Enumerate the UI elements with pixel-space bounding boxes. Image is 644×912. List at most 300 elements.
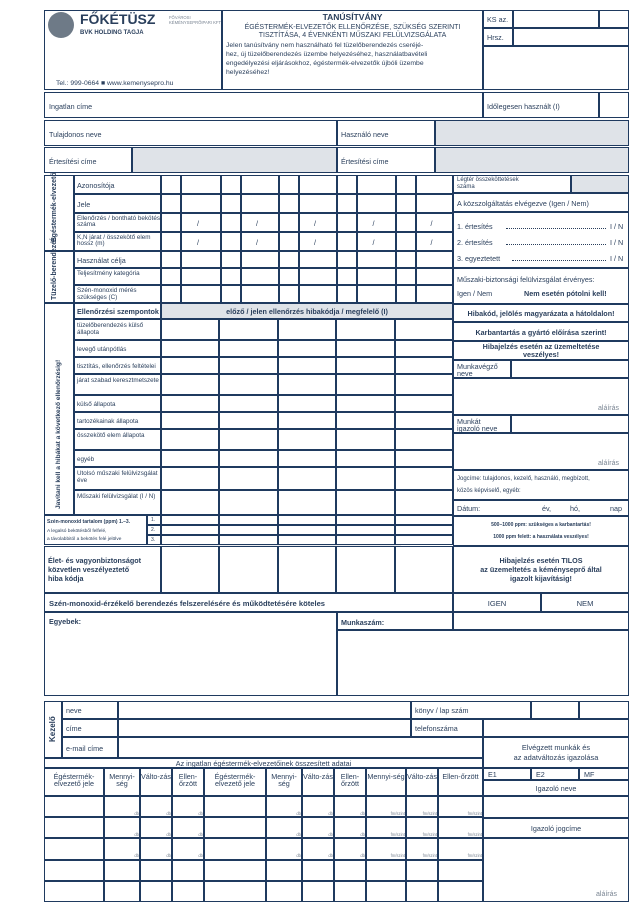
approver-field[interactable]	[511, 415, 629, 433]
co-value-cell[interactable]	[219, 515, 277, 525]
chimney-value-cell[interactable]	[279, 213, 299, 232]
check-value-cell[interactable]	[219, 429, 277, 450]
email-field[interactable]	[118, 737, 483, 758]
property-address-row[interactable]	[44, 92, 483, 118]
heater-value-cell[interactable]	[357, 285, 396, 303]
summary-data-cell[interactable]	[104, 796, 140, 817]
check-value-cell[interactable]	[336, 467, 394, 490]
heater-value-cell[interactable]	[299, 251, 337, 268]
check-value-cell[interactable]	[161, 319, 219, 340]
summary-data-cell[interactable]	[172, 796, 204, 817]
danger-value-cell[interactable]	[395, 546, 453, 593]
agreed-line[interactable]	[512, 260, 606, 261]
co-value-cell[interactable]	[219, 535, 277, 545]
co-value-cell[interactable]	[161, 535, 219, 545]
chimney-value-cell[interactable]	[181, 175, 221, 194]
chimney-value-cell[interactable]	[396, 175, 416, 194]
e2-cell[interactable]	[531, 768, 579, 780]
summary-data-cell[interactable]	[44, 817, 104, 838]
heater-value-cell[interactable]	[299, 285, 337, 303]
chimney-value-cell[interactable]	[181, 232, 221, 251]
temp-use-field[interactable]	[599, 92, 629, 118]
summary-data-cell[interactable]	[366, 796, 406, 817]
chimney-value-cell[interactable]	[396, 213, 416, 232]
notify-label-2: Értesítési címe	[341, 157, 389, 166]
summary-data-cell[interactable]	[302, 838, 334, 859]
chimney-value-cell[interactable]	[337, 213, 357, 232]
summary-data-cell[interactable]	[302, 860, 334, 881]
check-value-cell[interactable]	[219, 412, 277, 429]
check-value-cell[interactable]	[395, 467, 453, 490]
heater-value-cell[interactable]	[279, 285, 299, 303]
check-value-cell[interactable]	[219, 395, 277, 412]
check-value-cell[interactable]	[336, 357, 394, 374]
danger-note-2: veszélyes!	[523, 350, 559, 359]
chimney-value-cell[interactable]	[337, 194, 357, 213]
notify-field-1[interactable]	[132, 147, 337, 173]
chimney-row-label-text: K,N járat / összekötő elem hossz (m)	[77, 234, 151, 247]
summary-data-cell[interactable]	[44, 796, 104, 817]
check-value-cell[interactable]	[161, 340, 219, 357]
check-value-cell[interactable]	[336, 395, 394, 412]
header-blank	[483, 46, 629, 90]
approver-label-cell	[453, 415, 511, 433]
check-value-cell[interactable]	[219, 374, 277, 395]
chimney-value-cell[interactable]	[299, 194, 337, 213]
check-value-cell[interactable]	[278, 450, 336, 467]
chimney-value-cell[interactable]	[241, 194, 279, 213]
utility-label: A közszolgáltatás elvégezve (Igen / Nem)	[457, 199, 589, 208]
check-value-cell[interactable]	[278, 467, 336, 490]
check-value-cell[interactable]	[161, 490, 219, 515]
chimney-value-cell[interactable]	[416, 232, 453, 251]
heater-value-cell[interactable]	[337, 251, 357, 268]
summary-data-cell[interactable]	[266, 817, 302, 838]
check-value-cell[interactable]	[219, 467, 277, 490]
check-value-cell[interactable]	[395, 429, 453, 450]
summary-data-cell[interactable]	[438, 881, 483, 902]
heater-value-cell[interactable]	[299, 268, 337, 285]
chimney-value-cell[interactable]	[357, 194, 396, 213]
summary-data-cell[interactable]	[406, 881, 438, 902]
summary-unit: db	[296, 853, 301, 859]
summary-unit: db	[296, 811, 301, 816]
confirm-name-field[interactable]	[483, 796, 629, 818]
summary-data-cell[interactable]	[204, 881, 266, 902]
heater-value-cell[interactable]	[337, 285, 357, 303]
chimney-value-cell[interactable]	[279, 175, 299, 194]
slash-mark: /	[372, 219, 375, 228]
chimney-value-cell[interactable]	[161, 232, 181, 251]
book-field-2[interactable]	[579, 701, 629, 719]
chimney-row-label-text: Azonosítója	[77, 181, 115, 190]
co-value-cell[interactable]	[278, 535, 336, 545]
notify-field-2[interactable]	[435, 147, 629, 173]
heater-row-label-text: Szén-monoxid mérés szükséges (C)	[77, 287, 137, 302]
summary-data-cell[interactable]	[104, 817, 140, 838]
ks-field[interactable]	[513, 10, 599, 28]
chimney-row-label	[74, 232, 161, 251]
summary-data-cell[interactable]	[204, 796, 266, 817]
summary-data-cell[interactable]	[204, 860, 266, 881]
chimney-row-label-text: Ellenőrzés / bontható bekötés száma	[77, 215, 160, 228]
contact-name-label-cell	[62, 701, 118, 719]
agreed-in[interactable]: I / N	[610, 254, 624, 263]
summary-data-cell[interactable]	[204, 817, 266, 838]
maint-note-cell	[453, 322, 629, 341]
summary-data-cell[interactable]	[172, 860, 204, 881]
heater-value-cell[interactable]	[396, 268, 416, 285]
co-value-cell[interactable]	[395, 515, 453, 525]
chimney-value-cell[interactable]	[241, 213, 279, 232]
co-value-cell[interactable]	[395, 525, 453, 535]
check-value-cell[interactable]	[219, 450, 277, 467]
chimney-value-cell[interactable]	[396, 232, 416, 251]
chimney-value-cell[interactable]	[357, 232, 396, 251]
summary-data-cell[interactable]	[334, 860, 366, 881]
summary-data-cell[interactable]	[334, 796, 366, 817]
summary-data-cell[interactable]	[302, 881, 334, 902]
contact-address-field[interactable]	[118, 719, 411, 737]
chimney-value-cell[interactable]	[299, 175, 337, 194]
summary-unit: db	[296, 832, 301, 838]
summary-data-cell[interactable]	[334, 817, 366, 838]
heater-value-cell[interactable]	[221, 285, 241, 303]
co-value-cell[interactable]	[336, 535, 394, 545]
heater-value-cell[interactable]	[181, 268, 221, 285]
other-box[interactable]	[44, 612, 337, 696]
summary-unit: db	[360, 832, 365, 838]
check-value-cell[interactable]	[278, 357, 336, 374]
chimney-value-cell[interactable]	[221, 194, 241, 213]
worker-field[interactable]	[511, 360, 629, 378]
e1-label: E1	[488, 770, 497, 779]
other-label: Egyebek:	[49, 617, 81, 626]
chimney-value-cell[interactable]	[357, 175, 396, 194]
summary-data-cell[interactable]	[406, 860, 438, 881]
entitled-box[interactable]	[453, 470, 629, 500]
ks-field-2[interactable]	[599, 10, 629, 28]
summary-data-cell[interactable]	[406, 838, 438, 859]
approver-sign-box[interactable]	[453, 433, 629, 470]
check-value-cell[interactable]	[395, 490, 453, 515]
confirm-title-label: Igazoló jogcíme	[530, 824, 582, 833]
check-value-cell[interactable]	[395, 340, 453, 357]
co-value-cell[interactable]	[336, 525, 394, 535]
other-box-2[interactable]	[337, 630, 629, 696]
chimney-value-cell[interactable]	[221, 232, 241, 251]
danger-value-cell[interactable]	[219, 546, 277, 593]
co-value-cell[interactable]	[336, 515, 394, 525]
contact-address-label: címe	[66, 724, 82, 733]
summary-data-cell[interactable]	[406, 817, 438, 838]
review-yes-no[interactable]: Igen / Nem	[457, 289, 493, 298]
summary-unit: fm/szint	[467, 832, 482, 838]
check-row-label	[74, 374, 161, 395]
summary-data-cell[interactable]	[172, 817, 204, 838]
summary-data-cell[interactable]	[366, 860, 406, 881]
summary-data-cell[interactable]	[334, 881, 366, 902]
summary-unit: db	[328, 853, 333, 859]
check-row-label-text: összekötő elem állapota	[77, 432, 145, 439]
summary-data-cell[interactable]	[438, 817, 483, 838]
heater-value-cell[interactable]	[357, 251, 396, 268]
check-value-cell[interactable]	[336, 490, 394, 515]
check-value-cell[interactable]	[336, 374, 394, 395]
summary-unit: db	[134, 811, 139, 816]
summary-header-text: Égéstermék-elvezető jele	[53, 772, 95, 789]
summary-data-cell[interactable]	[366, 817, 406, 838]
summary-unit: fm/szint	[422, 811, 437, 816]
slash-mark: /	[256, 219, 258, 228]
heater-value-cell[interactable]	[337, 268, 357, 285]
heater-value-cell[interactable]	[181, 251, 221, 268]
chimney-value-cell[interactable]	[221, 213, 241, 232]
co-value-cell[interactable]	[278, 525, 336, 535]
summary-data-cell[interactable]	[172, 881, 204, 902]
chimney-value-cell[interactable]	[241, 232, 279, 251]
check-value-cell[interactable]	[336, 412, 394, 429]
chimney-value-cell[interactable]	[161, 213, 181, 232]
logo-box	[44, 10, 222, 90]
chimney-value-cell[interactable]	[221, 175, 241, 194]
worker-label-1: Munkavégző	[457, 362, 498, 371]
confirm-sign-box[interactable]	[483, 838, 629, 902]
summary-data-cell[interactable]	[44, 838, 104, 859]
summary-unit: db	[360, 811, 365, 816]
heater-value-cell[interactable]	[161, 251, 181, 268]
heater-value-cell[interactable]	[221, 251, 241, 268]
chimney-value-cell[interactable]	[279, 232, 299, 251]
worker-label-cell	[453, 360, 511, 378]
summary-data-cell[interactable]	[266, 860, 302, 881]
chimney-value-cell[interactable]	[357, 213, 396, 232]
heater-value-cell[interactable]	[416, 285, 453, 303]
check-value-cell[interactable]	[278, 429, 336, 450]
summary-data-cell[interactable]	[140, 817, 172, 838]
chimney-value-cell[interactable]	[181, 194, 221, 213]
summary-data-cell[interactable]	[104, 838, 140, 859]
review-label-1: Műszaki-biztonsági felülvizsgálat érvényes:	[457, 275, 595, 284]
chimney-value-cell[interactable]	[396, 194, 416, 213]
check-value-cell[interactable]	[161, 450, 219, 467]
check-value-cell[interactable]	[278, 395, 336, 412]
summary-data-cell[interactable]	[266, 838, 302, 859]
check-value-cell[interactable]	[219, 319, 277, 340]
summary-data-cell[interactable]	[438, 860, 483, 881]
chimney-value-cell[interactable]	[161, 194, 181, 213]
checks-header: Ellenőrzési szempontok	[77, 307, 159, 316]
check-value-cell[interactable]	[278, 412, 336, 429]
danger-note-cell	[453, 341, 629, 360]
chimney-value-cell[interactable]	[337, 175, 357, 194]
summary-header-cell	[104, 768, 140, 796]
notice-2-label: 2. értesítés	[457, 238, 493, 247]
utility-cell[interactable]	[453, 193, 629, 212]
contact-name-field[interactable]	[118, 701, 411, 719]
summary-data-cell[interactable]	[438, 796, 483, 817]
co-value-cell[interactable]	[161, 515, 219, 525]
summary-header-cell	[302, 768, 334, 796]
check-value-cell[interactable]	[336, 450, 394, 467]
check-row-label-text: levegő utánpótlás	[77, 346, 127, 353]
summary-data-cell[interactable]	[140, 796, 172, 817]
user-field[interactable]	[435, 120, 629, 146]
co-line-2: A legalsó bekötésből felfelé,	[47, 529, 107, 534]
sensor-yes-cell[interactable]	[453, 593, 541, 612]
check-row-label	[74, 319, 161, 340]
mf-cell[interactable]	[579, 768, 629, 780]
summary-unit: fm/szint	[467, 811, 482, 816]
summary-data-cell[interactable]	[406, 796, 438, 817]
notice-2-line[interactable]	[506, 244, 606, 245]
heater-value-cell[interactable]	[241, 285, 279, 303]
heater-value-cell[interactable]	[221, 268, 241, 285]
summary-data-cell[interactable]	[302, 796, 334, 817]
e1-cell[interactable]	[483, 768, 531, 780]
summary-data-cell[interactable]	[104, 881, 140, 902]
check-value-cell[interactable]	[161, 467, 219, 490]
chimney-value-cell[interactable]	[279, 194, 299, 213]
heater-value-cell[interactable]	[357, 268, 396, 285]
check-value-cell[interactable]	[395, 395, 453, 412]
phone-field[interactable]	[483, 719, 629, 737]
co-value-cell[interactable]	[219, 525, 277, 535]
summary-data-cell[interactable]	[366, 838, 406, 859]
email-label-cell	[62, 737, 118, 758]
summary-data-cell[interactable]	[140, 838, 172, 859]
danger-value-cell[interactable]	[161, 546, 219, 593]
heater-value-cell[interactable]	[416, 251, 453, 268]
heater-value-cell[interactable]	[396, 251, 416, 268]
summary-data-cell[interactable]	[172, 838, 204, 859]
check-value-cell[interactable]	[219, 490, 277, 515]
co-value-cell[interactable]	[161, 525, 219, 535]
date-box[interactable]	[453, 500, 629, 516]
heater-value-cell[interactable]	[181, 285, 221, 303]
hrsz-label-cell	[483, 28, 513, 46]
heater-value-cell[interactable]	[161, 285, 181, 303]
heater-value-cell[interactable]	[241, 268, 279, 285]
heater-row-label-text: Teljesítmény kategória	[77, 270, 140, 277]
contact-group-cell	[44, 701, 62, 758]
summary-data-cell[interactable]	[266, 796, 302, 817]
check-value-cell[interactable]	[219, 340, 277, 357]
check-value-cell[interactable]	[161, 357, 219, 374]
chimney-value-cell[interactable]	[181, 213, 221, 232]
co-value-cell[interactable]	[395, 535, 453, 545]
check-value-cell[interactable]	[395, 412, 453, 429]
check-value-cell[interactable]	[395, 374, 453, 395]
notice-box	[453, 212, 629, 268]
notice-2-in[interactable]: I / N	[610, 238, 624, 247]
conn-field[interactable]	[571, 175, 629, 193]
summary-data-cell[interactable]	[438, 838, 483, 859]
check-value-cell[interactable]	[161, 412, 219, 429]
check-value-cell[interactable]	[278, 340, 336, 357]
summary-data-cell[interactable]	[204, 838, 266, 859]
chimney-value-cell[interactable]	[337, 232, 357, 251]
approver-label-1: Munkát	[457, 417, 481, 426]
chimney-value-cell[interactable]	[299, 213, 337, 232]
heater-value-cell[interactable]	[279, 251, 299, 268]
sensor-no-cell[interactable]	[541, 593, 629, 612]
chimney-value-cell[interactable]	[416, 213, 453, 232]
check-value-cell[interactable]	[161, 395, 219, 412]
notify-label-cell-2	[337, 147, 435, 173]
summary-data-cell[interactable]	[44, 860, 104, 881]
check-value-cell[interactable]	[336, 319, 394, 340]
summary-header-cell	[44, 768, 104, 796]
heater-value-cell[interactable]	[396, 285, 416, 303]
worknum-field[interactable]	[453, 612, 629, 630]
check-row-label	[74, 412, 161, 429]
book-field-1[interactable]	[531, 701, 579, 719]
check-row-label-text: tartozékainak állapota	[77, 418, 139, 425]
summary-data-cell[interactable]	[302, 817, 334, 838]
danger-value-cell[interactable]	[336, 546, 394, 593]
heater-group-cell	[44, 236, 74, 303]
check-value-cell[interactable]	[395, 357, 453, 374]
check-value-cell[interactable]	[278, 490, 336, 515]
co-warning-box	[453, 516, 629, 546]
slash-mark: /	[430, 219, 433, 228]
check-value-cell[interactable]	[219, 357, 277, 374]
summary-header-text: Válto-zás	[407, 772, 437, 781]
heater-value-cell[interactable]	[416, 268, 453, 285]
check-value-cell[interactable]	[336, 340, 394, 357]
notice-1-in[interactable]: I / N	[610, 222, 624, 231]
chimney-value-cell[interactable]	[241, 175, 279, 194]
co-value-cell[interactable]	[278, 515, 336, 525]
notice-1-line[interactable]	[506, 228, 606, 229]
chimney-row-label	[74, 175, 161, 194]
danger-label-3: hiba kódja	[48, 574, 84, 583]
summary-header-text: Ellen-őrzött	[178, 772, 198, 789]
summary-header-text: Válto-zás	[141, 772, 171, 781]
heater-value-cell[interactable]	[279, 268, 299, 285]
summary-data-cell[interactable]	[266, 881, 302, 902]
summary-header-cell	[172, 768, 204, 796]
summary-data-cell[interactable]	[140, 881, 172, 902]
slash-mark: /	[314, 219, 316, 228]
summary-data-cell[interactable]	[334, 838, 366, 859]
summary-data-cell[interactable]	[44, 881, 104, 902]
check-value-cell[interactable]	[278, 319, 336, 340]
check-value-cell[interactable]	[395, 450, 453, 467]
check-value-cell[interactable]	[161, 374, 219, 395]
worker-sign-box[interactable]	[453, 378, 629, 415]
check-value-cell[interactable]	[161, 429, 219, 450]
check-value-cell[interactable]	[278, 374, 336, 395]
summary-data-cell[interactable]	[104, 860, 140, 881]
temp-use-label: Időlegesen használt (I)	[487, 102, 560, 111]
check-value-cell[interactable]	[336, 429, 394, 450]
chimney-value-cell[interactable]	[161, 175, 181, 194]
summary-data-cell[interactable]	[140, 860, 172, 881]
chimney-value-cell[interactable]	[299, 232, 337, 251]
check-value-cell[interactable]	[395, 319, 453, 340]
chimney-value-cell[interactable]	[416, 194, 453, 213]
danger-value-cell[interactable]	[278, 546, 336, 593]
heater-value-cell[interactable]	[161, 268, 181, 285]
heater-value-cell[interactable]	[241, 251, 279, 268]
worknum-label: Munkaszám:	[341, 618, 385, 627]
chimney-value-cell[interactable]	[416, 175, 453, 194]
summary-data-cell[interactable]	[366, 881, 406, 902]
hrsz-field[interactable]	[513, 28, 629, 46]
owner-row[interactable]	[44, 120, 337, 146]
